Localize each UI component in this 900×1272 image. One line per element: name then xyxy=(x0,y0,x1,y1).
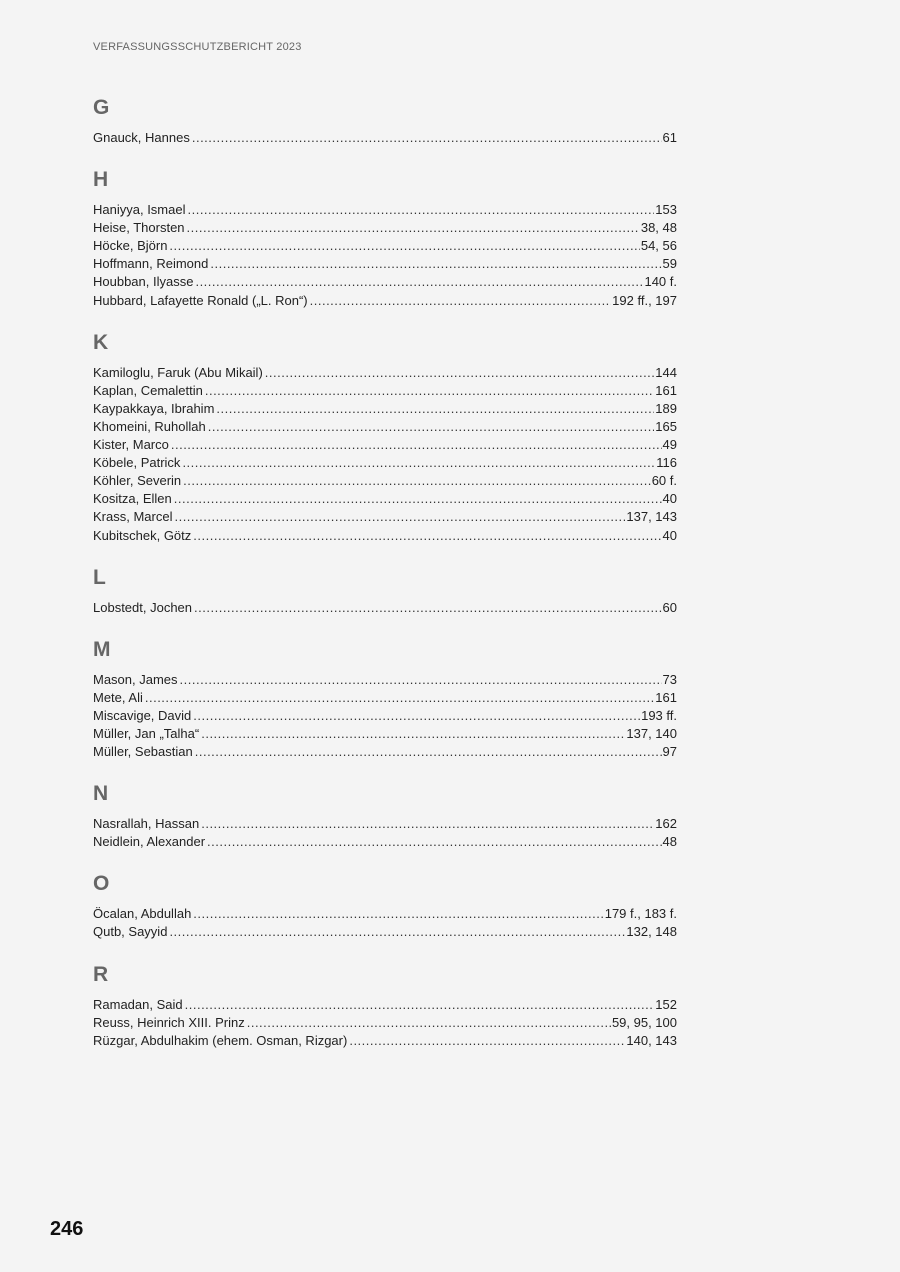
entry-name: Haniyya, Ismael xyxy=(93,202,186,218)
index-entry xyxy=(93,255,677,273)
entry-pages: 132, 148 xyxy=(626,924,677,940)
entry-name: Mason, James xyxy=(93,671,178,687)
person-index xyxy=(93,96,677,1071)
dot-leader xyxy=(247,1014,611,1032)
entry-name: Rüzgar, Abdulhakim (ehem. Osman, Rizgar) xyxy=(93,1032,348,1048)
index-entry xyxy=(93,490,677,508)
entry-name: Kamiloglu, Faruk (Abu Mikail) xyxy=(93,364,263,380)
entry-pages: 140 f. xyxy=(644,274,677,290)
dot-leader xyxy=(193,527,661,545)
entry-name: Kaplan, Cemalettin xyxy=(93,382,203,398)
section-letter-heading: G xyxy=(93,96,110,119)
page-number: 246 xyxy=(50,1218,84,1240)
dot-leader xyxy=(182,454,655,472)
entry-name: Höcke, Björn xyxy=(93,238,168,254)
dot-leader xyxy=(201,815,654,833)
dot-leader xyxy=(205,382,654,400)
entry-name: Kister, Marco xyxy=(93,437,169,453)
entry-pages: 40 xyxy=(662,491,677,507)
entry-name: Mete, Ali xyxy=(93,689,143,705)
entry-name: Ramadan, Said xyxy=(93,996,183,1012)
index-section-h xyxy=(93,168,677,310)
dot-leader xyxy=(207,833,662,851)
entry-pages: 137, 140 xyxy=(626,725,677,741)
dot-leader xyxy=(183,472,651,490)
entry-name: Kositza, Ellen xyxy=(93,491,172,507)
section-letter-heading: N xyxy=(93,782,109,806)
entry-pages: 59 xyxy=(662,256,677,272)
entry-name: Heise, Thorsten xyxy=(93,220,185,236)
entry-name: Qutb, Sayyid xyxy=(93,924,168,940)
entry-pages: 54, 56 xyxy=(640,238,677,254)
entry-pages: 162 xyxy=(655,816,677,832)
index-section-m xyxy=(93,638,677,761)
entry-pages: 116 xyxy=(656,455,677,471)
entry-pages: 189 xyxy=(655,400,677,416)
entry-name: Kubitschek, Götz xyxy=(93,527,192,543)
entry-name: Köbele, Patrick xyxy=(93,455,181,471)
entry-pages: 73 xyxy=(662,671,677,687)
entry-name: Köhler, Severin xyxy=(93,473,182,489)
entry-name: Öcalan, Abdullah xyxy=(93,906,192,922)
section-letter-heading: K xyxy=(93,330,109,354)
entry-pages: 192 ff., 197 xyxy=(612,292,677,308)
index-entry xyxy=(93,689,677,707)
running-head: VERFASSUNGSSCHUTZBERICHT 2023 xyxy=(93,41,302,53)
entry-name: Gnauck, Hannes xyxy=(93,130,190,145)
section-letter-heading: M xyxy=(93,637,111,661)
index-entry xyxy=(93,400,677,418)
entry-pages: 161 xyxy=(655,689,677,705)
entry-pages: 179 f., 183 f. xyxy=(604,906,677,922)
entry-pages: 137, 143 xyxy=(626,509,677,525)
index-entry xyxy=(93,364,677,382)
index-entry xyxy=(93,707,677,725)
entry-pages: 59, 95, 100 xyxy=(611,1014,677,1030)
entry-name: Nasrallah, Hassan xyxy=(93,816,200,832)
index-entry xyxy=(93,1014,677,1032)
entry-pages: 97 xyxy=(662,744,677,760)
entry-name: Neidlein, Alexander xyxy=(93,834,206,850)
entry-name: Miscavige, David xyxy=(93,707,192,723)
dot-leader xyxy=(174,508,625,526)
index-entry xyxy=(93,743,677,761)
index-entry xyxy=(93,671,677,689)
entry-pages: 48 xyxy=(662,834,677,850)
index-entry xyxy=(93,436,677,454)
dot-leader xyxy=(180,671,662,689)
index-section-r xyxy=(93,963,677,1050)
entry-pages: 161 xyxy=(655,382,677,398)
index-entry xyxy=(93,129,677,147)
entry-name: Houbban, Ilyasse xyxy=(93,274,194,290)
dot-leader xyxy=(187,201,654,219)
entry-name: Müller, Sebastian xyxy=(93,744,193,760)
entry-pages: 60 xyxy=(662,599,677,615)
entry-name: Hubbard, Lafayette Ronald („L. Ron“) xyxy=(93,292,308,308)
dot-leader xyxy=(265,364,655,382)
dot-leader xyxy=(192,129,662,147)
entry-pages: 60 f. xyxy=(651,473,677,489)
index-entry xyxy=(93,1032,677,1050)
entry-pages: 144 xyxy=(655,364,677,380)
index-section-k xyxy=(93,331,677,545)
index-entry xyxy=(93,219,677,237)
entry-name: Lobstedt, Jochen xyxy=(93,599,193,615)
index-entry xyxy=(93,725,677,743)
entry-pages: 153 xyxy=(655,202,677,218)
entry-pages: 165 xyxy=(655,418,677,434)
dot-leader xyxy=(195,743,662,761)
dot-leader xyxy=(349,1032,625,1050)
index-section-l xyxy=(93,566,677,617)
index-entry xyxy=(93,273,677,291)
index-section-g xyxy=(93,96,677,147)
index-entry xyxy=(93,454,677,472)
entry-pages: 193 ff. xyxy=(641,707,677,723)
section-letter-heading: H xyxy=(93,168,109,192)
dot-leader xyxy=(193,905,603,923)
dot-leader xyxy=(169,237,639,255)
dot-leader xyxy=(169,923,625,941)
dot-leader xyxy=(201,725,625,743)
dot-leader xyxy=(194,599,662,617)
entry-pages: 140, 143 xyxy=(626,1032,677,1048)
index-entry xyxy=(93,905,677,923)
entry-pages: 49 xyxy=(662,437,677,453)
index-entry xyxy=(93,815,677,833)
entry-pages: 40 xyxy=(662,527,677,543)
index-section-n xyxy=(93,782,677,851)
index-entry xyxy=(93,599,677,617)
entry-pages: 152 xyxy=(655,996,677,1012)
entry-name: Khomeini, Ruhollah xyxy=(93,418,206,434)
entry-pages: 61 xyxy=(662,130,677,145)
dot-leader xyxy=(174,490,662,508)
section-letter-heading: R xyxy=(93,962,109,986)
entry-name: Hoffmann, Reimond xyxy=(93,256,209,272)
index-entry xyxy=(93,527,677,545)
dot-leader xyxy=(208,418,655,436)
dot-leader xyxy=(145,689,654,707)
entry-pages: 38, 48 xyxy=(640,220,677,236)
index-entry xyxy=(93,833,677,851)
dot-leader xyxy=(310,292,612,310)
index-entry xyxy=(93,923,677,941)
index-entry xyxy=(93,237,677,255)
index-entry xyxy=(93,201,677,219)
dot-leader xyxy=(193,707,640,725)
index-entry xyxy=(93,472,677,490)
index-entry xyxy=(93,418,677,436)
entry-name: Kaypakkaya, Ibrahim xyxy=(93,400,215,416)
index-section-o xyxy=(93,872,677,941)
section-letter-heading: O xyxy=(93,872,110,896)
entry-name: Reuss, Heinrich XIII. Prinz xyxy=(93,1014,245,1030)
section-letter-heading: L xyxy=(93,565,106,589)
dot-leader xyxy=(171,436,662,454)
dot-leader xyxy=(216,400,654,418)
index-entry xyxy=(93,382,677,400)
dot-leader xyxy=(210,255,661,273)
entry-name: Krass, Marcel xyxy=(93,509,173,525)
entry-name: Müller, Jan „Talha“ xyxy=(93,725,200,741)
dot-leader xyxy=(185,996,655,1014)
index-entry xyxy=(93,508,677,526)
index-entry xyxy=(93,996,677,1014)
index-entry xyxy=(93,292,677,310)
dot-leader xyxy=(195,273,643,291)
dot-leader xyxy=(187,219,640,237)
